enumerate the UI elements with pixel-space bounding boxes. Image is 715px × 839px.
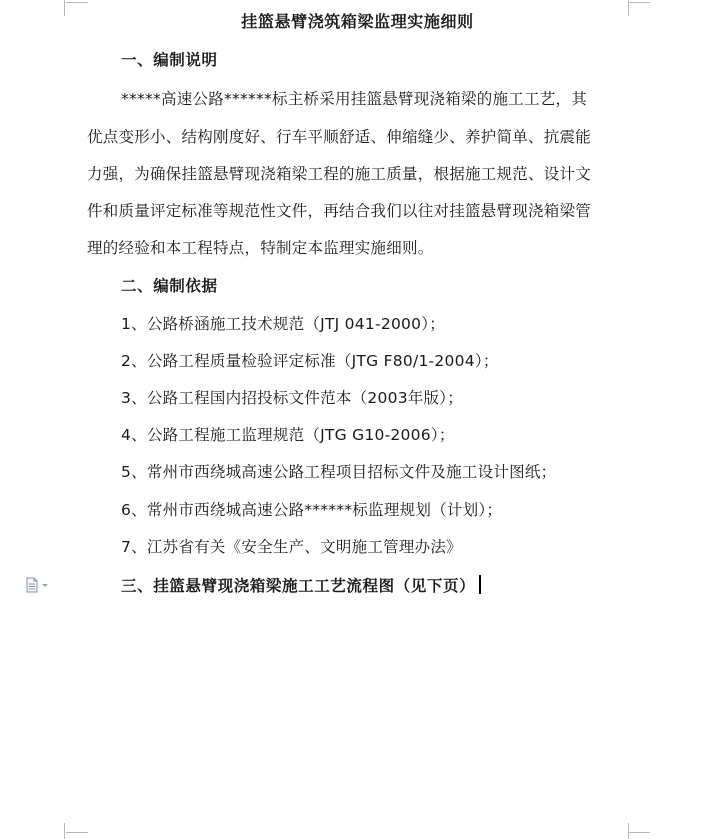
list-item: 4、公路工程施工监理规范（JTG G10-2006）； — [121, 426, 455, 444]
text-cursor — [479, 575, 481, 594]
crop-mark — [628, 832, 650, 833]
list-item: 5、常州市西绕城高速公路工程项目招标文件及施工设计图纸； — [121, 463, 557, 481]
paragraph-line: 件和质量评定标准等规范性文件，再结合我们以往对挂篮悬臂现浇箱梁管 — [87, 202, 592, 220]
paragraph-line: 理的经验和本工程特点，特制定本监理实施细则。 — [87, 239, 434, 257]
section-heading-1: 一、编制说明 — [121, 51, 218, 69]
list-item: 7、江苏省有关《安全生产、文明施工管理办法》 — [121, 538, 462, 556]
section-heading-2: 二、编制依据 — [121, 277, 218, 295]
document-options-icon[interactable] — [26, 577, 52, 593]
crop-mark — [628, 2, 650, 3]
crop-mark — [64, 823, 65, 839]
crop-mark — [628, 823, 629, 839]
section-heading-3-text: 三、挂篮悬臂现浇箱梁施工工艺流程图（见下页） — [121, 577, 476, 595]
paragraph-line: *****高速公路******标主桥采用挂篮悬臂现浇箱梁的施工工艺，其 — [121, 90, 588, 108]
list-item: 6、常州市西绕城高速公路******标监理规划（计划）； — [121, 501, 503, 519]
document-title: 挂篮悬臂浇筑箱梁监理实施细则 — [241, 12, 474, 31]
list-item: 1、公路桥涵施工技术规范（JTJ 041-2000）； — [121, 315, 446, 333]
crop-mark — [66, 832, 88, 833]
crop-mark — [66, 2, 88, 3]
paragraph-line: 优点变形小、结构刚度好、行车平顺舒适、伸缩缝少、养护简单、抗震能 — [87, 128, 592, 146]
list-item: 2、公路工程质量检验评定标准（JTG F80/1-2004）； — [121, 352, 499, 370]
paragraph-line: 力强，为确保挂篮悬臂现浇箱梁工程的施工质量，根据施工规范、设计文 — [87, 165, 592, 183]
section-heading-3[interactable] — [121, 575, 481, 596]
list-item: 3、公路工程国内招投标文件范本（2003年版）； — [121, 389, 464, 407]
